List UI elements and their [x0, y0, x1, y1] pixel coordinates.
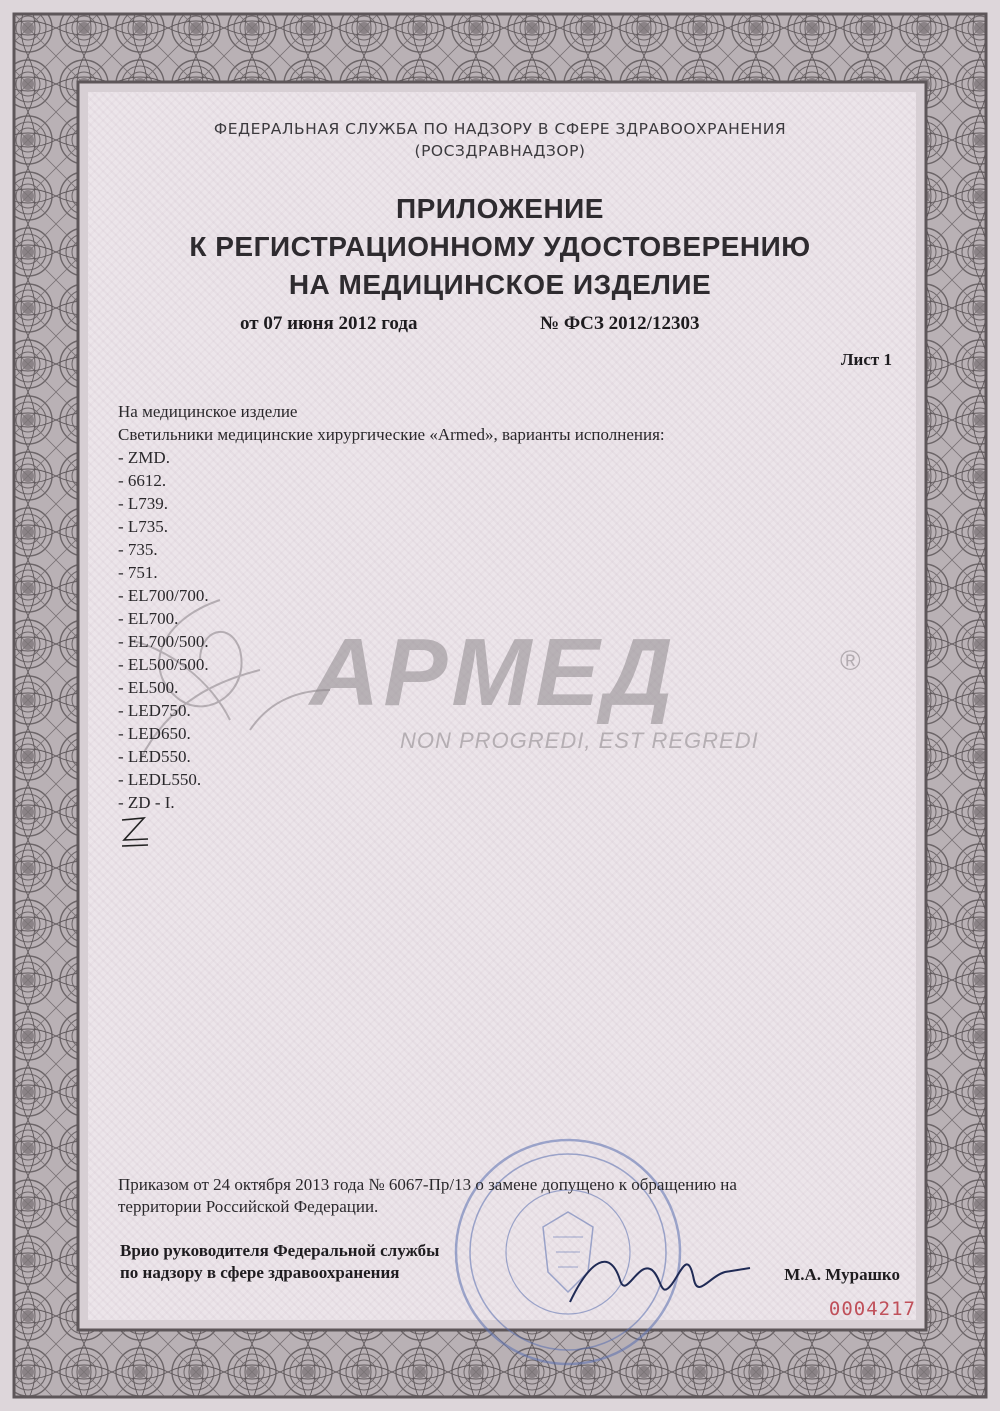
product-line: Светильники медицинские хирургические «Armed», варианты исполнения:	[118, 425, 665, 444]
variant-item: - LED750.	[118, 701, 191, 720]
document-title	[0, 190, 1000, 304]
variant-item: - 735.	[118, 540, 158, 559]
variant-item: - L735.	[118, 517, 169, 536]
order-line-1: Приказом от 24 октября 2013 года № 6067-Пр/13 о замене допущено к обращению на	[118, 1175, 737, 1194]
document-body	[118, 400, 898, 814]
watermark-registered: ®	[840, 645, 861, 676]
title-line-3: НА МЕДИЦИНСКОЕ ИЗДЕЛИЕ	[288, 269, 712, 300]
variant-item: - EL700.	[118, 609, 179, 628]
variant-item: - LED650.	[118, 724, 191, 743]
variant-item: - L739.	[118, 494, 169, 513]
handwritten-signature	[560, 1240, 760, 1320]
variant-item: - LED550.	[118, 747, 191, 766]
title-line-2: К РЕГИСТРАЦИОННОМУ УДОСТОВЕРЕНИЮ	[189, 231, 811, 262]
serial-number: 0004217	[828, 1298, 916, 1320]
variant-item: - 6612.	[118, 471, 167, 490]
variant-item: - ZMD.	[118, 448, 170, 467]
order-line-2: территории Российской Федерации.	[118, 1197, 379, 1216]
watermark-brand: АРМЕД	[310, 619, 677, 726]
watermark-motto: NON PROGREDI, EST REGREDI	[400, 728, 759, 753]
agency-name: ФЕДЕРАЛЬНАЯ СЛУЖБА ПО НАДЗОРУ В СФЕРЕ ЗДРАВООХРАНЕНИЯ	[213, 120, 787, 138]
intro-line: На медицинское изделие	[118, 402, 298, 421]
signer-title	[120, 1240, 439, 1284]
variant-item: - EL700/700.	[118, 586, 209, 605]
signer-title-line-2: по надзору в сфере здравоохранения	[120, 1263, 400, 1282]
signer-name: М.А. Мурашко	[784, 1265, 900, 1284]
registration-number: № ФСЗ 2012/12303	[540, 313, 700, 334]
agency-short-name: (РОСЗДРАВНАДЗОР)	[414, 142, 586, 160]
variant-item: - LEDL550.	[118, 770, 202, 789]
sheet-number: Лист 1	[840, 350, 892, 369]
issue-date: от 07 июня 2012 года	[240, 313, 418, 334]
order-paragraph	[118, 1174, 878, 1218]
variant-item: - EL500.	[118, 678, 179, 697]
handwritten-z-mark	[118, 812, 158, 852]
variant-item: - EL500/500.	[118, 655, 209, 674]
title-line-1: ПРИЛОЖЕНИЕ	[396, 193, 604, 224]
variant-item: - ZD - I.	[118, 793, 175, 812]
signer-title-line-1: Врио руководителя Федеральной службы	[120, 1241, 440, 1260]
variant-item: - 751.	[118, 563, 158, 582]
agency-header	[0, 118, 1000, 162]
variant-item: - EL700/500.	[118, 632, 209, 651]
